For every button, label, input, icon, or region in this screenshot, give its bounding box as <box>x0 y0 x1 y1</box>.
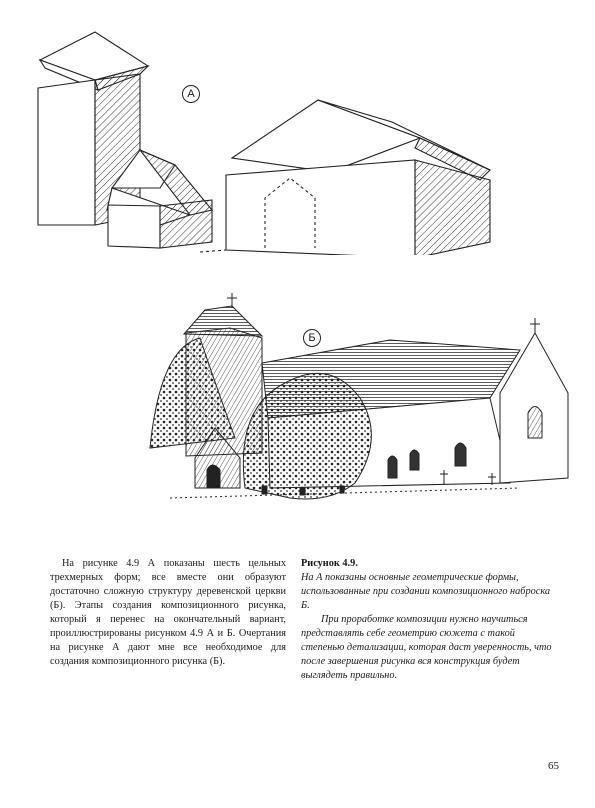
page-number: 65 <box>548 760 559 772</box>
caption-paragraph-1: На А показаны основные геометрические формы, использованные при создании композиционного наброска Б. <box>301 572 551 611</box>
figure-b-label: Б <box>303 329 321 347</box>
figure-caption <box>301 557 553 683</box>
figure-b-church-sketch <box>0 288 595 538</box>
body-text-column <box>50 557 286 669</box>
figure-a-label: А <box>182 85 200 103</box>
body-paragraph: На рисунке 4.9 А показаны шесть цельных трехмерных форм; все вместе они образуют достаточно сложную структуру деревенской церкви (Б). Этапы создания композиционного рисунка, который я перенес на окончательный вариант, проиллюстрированы рисунком 4.9 А и Б. Очертания на рисунке А дают мне все необходимое для создания композиционного рисунка (Б). <box>50 558 286 667</box>
figure-a-geometric-forms <box>0 20 595 255</box>
caption-paragraph-2: При проработке композиции нужно научиться представлять себе геометрию сюжета с такой степенью детализации, которая даст уверенность, что после завершения рисунка вся конструкция будет выглядеть правильно. <box>301 614 552 681</box>
caption-title: Рисунок 4.9. <box>301 558 358 569</box>
